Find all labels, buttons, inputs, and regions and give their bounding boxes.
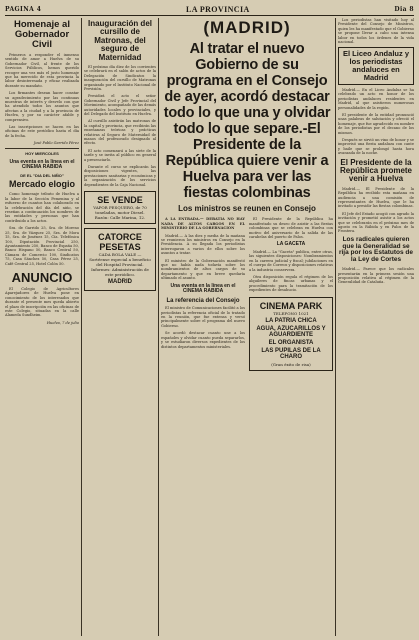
article-text: El acto comenzará a las siete de la tarde y se invita al público en general a presenciarlo. (84, 148, 156, 162)
article-text: Madrid.— El Presidente de la República ha recibido esta mañana en audiencia a una comisión de representantes de Huelva, que le ha invitado a presidir las fiestas colombinas. (338, 186, 414, 209)
column-1 (5, 18, 79, 636)
cinema-film: LAS PUPILAS DE LA CHARO (261, 347, 321, 360)
article-text: Como homenaje tributo de Huelva a la labor de la Sección Femenina y al esfuerzo de cuantos han colaborado en la celebración del día del niño, se reseñan a continuación los nombres de las entidades y personas que han contribuido a los actos. (5, 192, 79, 223)
headline-homenaje: Homenaje al Gobernador Civil (14, 19, 70, 50)
main-subcolumn-left (161, 217, 245, 374)
ad-footer: MADRID (108, 279, 132, 286)
columns (5, 18, 414, 636)
page-number: PAGINA 4 (5, 6, 42, 13)
subhead-referencia: La referencia del Consejo (166, 297, 240, 304)
main-subcolumns (161, 217, 333, 374)
ad-text: CADA BOLA VALE — Sortéense especial a beneficio del Hospital Provincial. Informes: Administración de este periódico. (89, 252, 151, 278)
column-3-main (161, 18, 333, 636)
column-2 (84, 18, 156, 636)
cinema-ad (249, 297, 333, 371)
column-rule (158, 18, 159, 636)
classified-ad (84, 228, 156, 291)
article-text: El próximo día diez de los corrientes se celebrará en el salón de actos de la Delegación de Sindicatos la inauguración del cursillo de Matronas organizado por el Instituto Nacional de Previsión. (84, 64, 156, 91)
signature: José Pablo Garrido Pérez (33, 141, 79, 146)
classified-ad (84, 191, 156, 224)
headline-anuncio: ANUNCIO (11, 269, 73, 285)
headline-presidente: El Presidente de la República promete venir a Huelva (339, 157, 412, 184)
divider (5, 148, 79, 149)
cinema-phone: TELEFONO 1021 (273, 310, 309, 316)
article-text: El Jefe del Estado acogió con agrado la invitación y prometió asistir a los actos que se celebrarán en el próximo mes de agosto en la Rábida y en Palos de la Frontera. (338, 211, 414, 234)
ad-text: VAPOR PESQUERO, de 70 toneladas, motor Diesel. Razón: Calle Marina, 12. (93, 205, 147, 221)
newspaper-name: LA PROVINCIA (185, 5, 250, 14)
article-text: Los firmantes desean hacer constar su agradecimiento por las continuas muestras de interés y desvelo con que ha atendido todos los asuntos que afectan a la ciudad y a la provincia de Huelva, y por su carácter afable y comprensivo. (5, 91, 79, 122)
article-text: Madrid.— En el Liceo Andaluz se ha celebrado un acto en honor de los periodistas andaluces residentes en Madrid, al que asistieron numerosas personalidades de la región. (338, 87, 414, 110)
column-rule (81, 18, 82, 636)
cinema-title: CINEMA PARK (259, 300, 323, 311)
article-text: El ministro de Comunicaciones facilitó a los periodistas la referencia oficial de lo tratado en la reunión, que fue extensa y versó principalmente sobre el programa del nuevo Gobierno. (161, 306, 245, 328)
page-date: Dia 8 (394, 6, 414, 13)
cinema-film: AGUA, AZUCARILLOS Y AGUARDIENTE (256, 325, 326, 338)
headline-radicales: Los radicales quieren que la Generalidad se rija por los Estatutos de la Ley de Cortes (338, 235, 414, 264)
cinema-film: EL ORGANISTA (268, 339, 314, 346)
article-text: Madrid.— La "Gaceta" publica, entre otras, las siguientes disposiciones: Nombramientos en la carrera judicial y fiscal; jubilaciones en el cuerpo de Correos y disposiciones relativas a la industria conservera. (249, 249, 333, 272)
article-text: Madrid.— A las diez y media de la mañana se reunieron los ministros en Consejo en la Presidencia. A su llegada los periodistas interrogaron a varios de ellos sobre los asuntos a tratar. (161, 233, 245, 256)
masthead (5, 4, 414, 16)
main-headline: Al tratar el nuevo Gobierno de su programa en el Consejo de ayer, acordó destacar todo lo que una y olvidar todo lo que separe.-El Presidente de la República quiere venir a Huelva para ver las fiestas colombinas (163, 41, 331, 201)
subhead: Una eventa en la línea en el CINEMA RABIDA (170, 282, 236, 295)
article-text: El Colegio de Agricultores Aparejadores de Huelva pone en conocimiento de los interesados que durante el presente mes queda abierto el plazo de inscripción en las oficinas de este Colegio, situadas en la calle Alameda Sundheim. (5, 286, 79, 318)
subhead-gaceta: LA GACETA (276, 241, 306, 248)
article-text: Durante el curso se explicarán las disposiciones vigentes, las prestaciones sanitarias y económicas y la organización de los servicios dependientes de la Caja Nacional. (84, 165, 156, 187)
article-text: Las inscripciones se hacen en las oficinas de este periódico hasta el día de la fecha. (5, 125, 79, 138)
article-text: Presidirá el acto el señor Gobernador Civil y Jefe Provincial del Movimiento, acompañado de las demás autoridades locales y provinciales, y del Delegado del Instituto en Huelva. (84, 94, 156, 117)
main-subcolumn-right (249, 217, 333, 374)
subhead-ministros: Los ministros se reunen en Consejo (178, 204, 316, 213)
ad-title: SE VENDE (97, 195, 143, 206)
article-text: Sra. de Garrido 25, Sra. de Moreno 25, Sra. de Vázquez 25, Sra. de Mora 15, Sra. de Jiménez 15, Cía. Telefónica 100, Diputación Provincial 250, Ayuntamiento 250, Banco de España 50, Banco Hispano 50, Banco Central 50, Cámara de Comercio 100, Sindicatos 75, Casa Sánchez 50, Casa Pérez 25, Café Central 25, Hotel Colón 50. (5, 226, 79, 266)
cinema-film: LA PATRIA CHICA (265, 317, 317, 324)
article-text: Se acordó destacar cuanto une a los españoles y olvidar cuanto pueda separarlos, y se estudiaron diversos expedientes de los distintos departamentos ministeriales. (161, 331, 245, 349)
article-text: El Presidente de la República ha manifestado su deseo de asistir a las fiestas colombinas que se celebran en Huelva con motivo del aniversario de la salida de las carabelas del puerto de Palos. (249, 217, 333, 240)
article-text: El presidente de la entidad pronunció unas palabras de salutación y ofreció el homenaje, que fue agradecido en nombre de los periodistas por el decano de los mismos. (338, 112, 414, 135)
article-text: Los periodistas han visitado hoy al Presidente del Consejo de Ministros, quien les ha manifestado que el Gobierno se propone llevar a cabo una intensa labor en todos los órdenes de la vida nacional. (338, 18, 414, 45)
signature: Huelva, 7 de julio (46, 320, 79, 325)
article-text: Primeros a responder el inmenso sentido de amor a Huelva de su Gobernador Civil, al frente de los Servicios Públicos, hemos querido recoger una vez más el justo homenaje que ha merecido de esta provincia la labor desinteresada y eficaz realizada durante su mandato. (5, 52, 79, 88)
article-text: A LA ENTRADA.— DEBATIA NO HAY NADA DE ALTOS CARGOS EN EL MINISTERIO DE LA GOBERNACION (161, 217, 245, 231)
column-rule (335, 18, 336, 636)
article-text: Después se sirvió un vino de honor y se improvisó una fiesta andaluza con cante y baile que se prolongó hasta hora avanzada de la noche. (338, 138, 414, 156)
subhead: Una eventa en la línea en el CINEMA RABIDA (9, 158, 75, 171)
article-text: Al cursillo asistirán las matronas de la capital y provincia, que recibirán las enseñanzas teóricas y prácticas relativas al Seguro de Maternidad de manos del profesorado designado al efecto. (84, 119, 156, 146)
article-text: Madrid.— Parece que los radicales presentarán en la primera sesión una proposición relativa al régimen de la Generalidad de Cataluña. (338, 267, 414, 285)
headline-liceo: El Liceo Andaluz y los periodistas andaluces en Madrid (338, 47, 414, 85)
ad-title: CATORCE PESETAS (98, 232, 142, 253)
column-4 (338, 18, 414, 636)
article-text: El ministro de la Gobernación manifestó que no había nada todavía sobre los nombramientos de altos cargos de su departamento y que en breve quedaría ultimado el asunto. (161, 258, 245, 281)
headline-matronas: Inauguración del cursillo de Matronas, del seguro de Maternidad (87, 19, 152, 62)
headline-mercado: Mercado elogio (8, 179, 75, 189)
article-text: Otra disposición regula el régimen de los alquileres de fincas urbanas y el procedimiento para la tramitación de los expedientes de desahucio. (249, 274, 333, 293)
dateline-madrid: (MADRID) (203, 18, 291, 37)
cinema-note: (Gran éxito de risa) (271, 361, 311, 367)
subhead: DE EL "DIA DEL NIÑO" (20, 172, 64, 178)
subhead: HOY MIERCOLES (25, 151, 59, 157)
